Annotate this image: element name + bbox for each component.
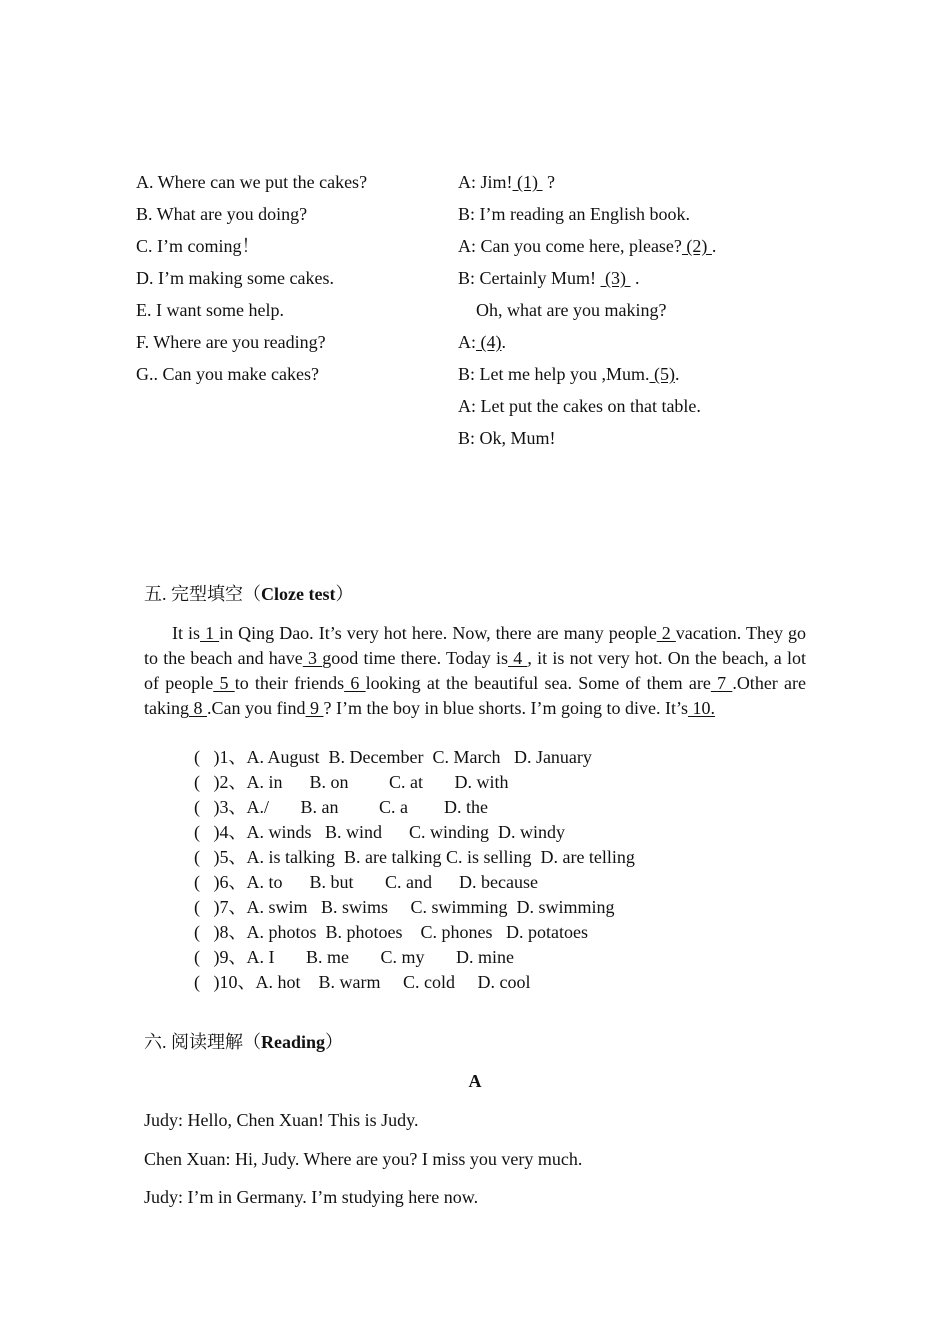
cloze-passage — [144, 621, 811, 721]
question-8: ( )8、A. photos B. photoes C. phones D. potatoes — [194, 922, 588, 942]
reading-line: Chen Xuan: Hi, Judy. Where are you? I miss you very much. — [144, 1149, 583, 1169]
question-3: ( )3、A./ B. an C. a D. the — [194, 797, 488, 817]
passage-text: in Qing Dao. It’s very hot here. Now, there are many people — [219, 623, 657, 643]
heading-end: ） — [335, 584, 354, 604]
passage-text: It is — [172, 623, 201, 643]
question-7: ( )7、A. swim B. swims C. swimming D. swimming — [194, 897, 615, 917]
line-text: A: Jim! — [458, 172, 513, 192]
line-end: . — [501, 332, 506, 352]
dialogue-line — [458, 267, 640, 289]
answer-blank: (5) — [649, 364, 675, 384]
cloze-blank: 3 — [302, 648, 323, 668]
line-text: B: I’m reading an English book. — [458, 204, 690, 224]
section-heading-reading — [144, 1031, 343, 1053]
dialogue-line — [458, 235, 716, 257]
question-6: ( )6、A. to B. but C. and D. because — [194, 872, 538, 892]
line-text: B: Let me help you ,Mum. — [458, 364, 650, 384]
line-text: A: Let put the cakes on that table. — [458, 396, 701, 416]
passage-text: .Other are taking — [144, 673, 811, 718]
option-b: B. What are you doing? — [136, 204, 308, 224]
cloze-blank: 6 — [344, 673, 366, 693]
line-end: . — [674, 364, 680, 384]
option-e: E. I want some help. — [136, 300, 284, 320]
dialogue-line — [458, 203, 690, 225]
line-end: . — [711, 236, 717, 256]
dialogue-line — [458, 331, 506, 353]
heading-en: Reading — [261, 1032, 326, 1052]
heading-end: ） — [325, 1032, 344, 1052]
line-end: ? — [542, 172, 556, 192]
passage-text: , it is not very hot. On the beach, a lot of people — [144, 648, 811, 693]
option-g: G.. Can you make cakes? — [136, 364, 319, 384]
dialogue-line — [458, 171, 555, 193]
heading-cn: 六. 阅读理解（ — [144, 1032, 261, 1052]
cloze-blank: 2 — [656, 623, 676, 643]
cloze-blank: 7 — [710, 673, 733, 693]
question-4: ( )4、A. winds B. wind C. winding D. windy — [194, 822, 566, 842]
reading-line: Judy: Hello, Chen Xuan! This is Judy. — [144, 1110, 419, 1130]
answer-blank: (1) — [512, 172, 543, 192]
question-9: ( )9、A. I B. me C. my D. mine — [194, 947, 514, 967]
dialogue-line — [458, 395, 701, 417]
cloze-blank: 5 — [213, 673, 235, 693]
cloze-blank: 10. — [687, 698, 715, 718]
answer-blank: (2) — [681, 236, 712, 256]
cloze-blank: 8 — [189, 698, 207, 718]
line-text: B: Certainly Mum! — [458, 268, 601, 288]
section-heading-cloze — [144, 583, 353, 605]
reading-part-label: A — [468, 1071, 482, 1091]
line-text: A: — [458, 332, 476, 352]
dialogue-line — [458, 427, 556, 449]
cloze-blank: 9 — [305, 698, 324, 718]
passage-text: to their friends — [234, 673, 345, 693]
passage-text: .Can you find — [207, 698, 306, 718]
question-10: ( )10、A. hot B. warm C. cold D. cool — [194, 972, 531, 992]
cloze-blank: 1 — [200, 623, 220, 643]
question-1: ( )1、A. August B. December C. March D. January — [194, 747, 592, 767]
dialogue-line — [458, 299, 666, 321]
option-f: F. Where are you reading? — [136, 332, 326, 352]
line-text: A: Can you come here, please? — [458, 236, 682, 256]
heading-cn: 五. 完型填空（ — [144, 584, 261, 604]
question-2: ( )2、A. in B. on C. at D. with — [194, 772, 509, 792]
answer-blank: (4) — [476, 332, 502, 352]
passage-text: vacation. They go to the beach and have — [144, 623, 811, 668]
passage-text: ? I’m the boy in blue shorts. I’m going to dive. It’s — [323, 698, 688, 718]
option-c: C. I’m coming！ — [136, 236, 260, 256]
option-a: A. Where can we put the cakes? — [136, 172, 368, 192]
line-text: B: Ok, Mum! — [458, 428, 556, 448]
option-d: D. I’m making some cakes. — [136, 268, 334, 288]
line-text: Oh, what are you making? — [458, 300, 667, 320]
cloze-blank: 4 — [507, 648, 528, 668]
line-end: . — [630, 268, 640, 288]
question-5: ( )5、A. is talking B. are talking C. is selling D. are telling — [194, 847, 635, 867]
reading-line: Judy: I’m in Germany. I’m studying here now. — [144, 1187, 479, 1207]
passage-text: good time there. Today is — [322, 648, 508, 668]
dialogue-line — [458, 363, 679, 385]
answer-blank: (3) — [600, 268, 631, 288]
heading-en: Cloze test — [261, 584, 336, 604]
passage-text: looking at the beautiful sea. Some of them are — [365, 673, 711, 693]
